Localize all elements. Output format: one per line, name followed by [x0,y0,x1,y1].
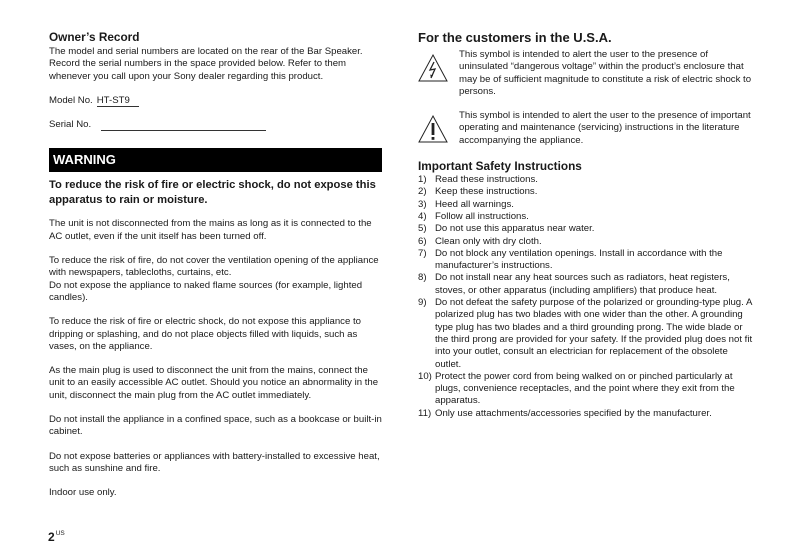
safety-instructions-list [418,174,753,420]
item-number: 4) [418,210,427,222]
warning-paragraph: To reduce the risk of fire or electric shock, do not expose this appliance to dripping or splashing, and do not place objects filled with liquids, such as vases, on the appliance. [49,316,361,352]
list-item [418,272,753,297]
item-number: 8) [418,272,427,284]
symbol-explanation-row [418,110,753,147]
item-text: Follow all instructions. [435,210,529,222]
item-number: 5) [418,223,427,235]
warning-paragraph: Indoor use only. [49,487,117,499]
symbol-description: This symbol is intended to alert the user to the presence of important operating and maintenance (servicing) instructions in the literature accompanying the appliance. [459,110,751,146]
item-text: Protect the power cord from being walked on or pinched particularly at plugs, convenience receptacles, and the point where they exit from the apparatus. [435,370,735,407]
list-item [418,248,753,273]
owners-record-body: The model and serial numbers are located on the rear of the Bar Speaker. Record the serial numbers in the space provided below. Refer to them whenever you call upon your Sony dealer regarding this product. [49,46,363,82]
serial-number-blank-line [101,119,266,131]
left-column [49,30,382,512]
warning-paragraph: Do not expose batteries or appliances with battery-installed to excessive heat, such as sunshine and fire. [49,450,380,474]
warning-paragraph: To reduce the risk of fire, do not cover the ventilation opening of the appliance with newspapers, tablecloths, curtains, etc. [49,255,379,279]
item-text: Heed all warnings. [435,198,514,210]
page-number-value: 2 [48,530,55,544]
list-item [418,186,753,198]
item-text: Do not use this apparatus near water. [435,223,595,235]
item-text: Only use attachments/accessories specified by the manufacturer. [435,407,712,419]
item-number: 10) [418,370,432,382]
list-item [418,223,753,235]
warning-paragraph: The unit is not disconnected from the mains as long as it is connected to the AC outlet, even if the unit itself has been turned off. [49,218,372,242]
page-number [48,528,65,543]
owners-record-title: Owner’s Record [49,30,140,44]
list-item [418,211,753,223]
item-text: Clean only with dry cloth. [435,235,542,247]
item-number: 6) [418,235,427,247]
page-region-suffix: US [55,530,65,537]
right-column [418,30,753,420]
model-number-label: Model No. [49,94,93,106]
safety-instructions-title: Important Safety Instructions [418,159,582,174]
list-item [418,174,753,186]
symbol-explanation-row [418,49,753,98]
item-number: 9) [418,297,427,309]
item-text: Do not install near any heat sources such as radiators, heat registers, stoves, or other apparatus (including amplifiers) that produce heat. [435,272,730,296]
item-text: Do not block any ventilation openings. Install in accordance with the manufacturer’s instructions. [435,247,723,272]
item-number: 1) [418,174,427,186]
item-number: 7) [418,247,427,259]
serial-number-row [49,119,382,131]
item-text: Read these instructions. [435,174,538,186]
item-text: Do not defeat the safety purpose of the polarized or grounding-type plug. A polarized plug has two blades with one wider than the other. A grounding type plug has two blades and a third grounding prong. The wide blade or the third prong are provided for your safety. If the provided plug does not fit into your outlet, consult an electrician for replacement of the obsolete outlet. [435,297,753,370]
warning-paragraph: Do not expose the appliance to naked flame sources (for example, lighted candles). [49,279,363,303]
item-number: 3) [418,198,427,210]
list-item [418,297,753,371]
owners-record-section [49,30,382,131]
warning-heading-bar: WARNING [49,148,382,172]
model-number-row [49,95,382,107]
warning-paragraph: Do not install the appliance in a confined space, such as a bookcase or built-in cabinet. [49,414,382,438]
list-item [418,236,753,248]
symbol-description: This symbol is intended to alert the user to the presence of uninsulated “dangerous voltage” within the product’s enclosure that may be of sufficient magnitude to constitute a risk of electric shock to persons. [459,49,752,97]
list-item [418,408,753,420]
serial-number-label: Serial No. [49,119,92,131]
usa-section-title: For the customers in the U.S.A. [418,30,612,45]
list-item [418,371,753,408]
lightning-warning-triangle-icon [418,53,448,83]
item-number: 11) [418,407,432,419]
warning-paragraph: As the main plug is used to disconnect the unit from the mains, connect the unit to an easily accessible AC outlet. Should you notice an abnormality in the unit, disconnect the main plug from the AC outlet immediately. [49,365,379,401]
item-text: Keep these instructions. [435,186,538,198]
exclamation-warning-triangle-icon [418,114,448,144]
list-item [418,199,753,211]
model-number-value: HT-ST9 [97,95,139,107]
item-number: 2) [418,186,427,198]
warning-lead-text: To reduce the risk of fire or electric shock, do not expose this apparatus to rain or moisture. [49,179,376,206]
